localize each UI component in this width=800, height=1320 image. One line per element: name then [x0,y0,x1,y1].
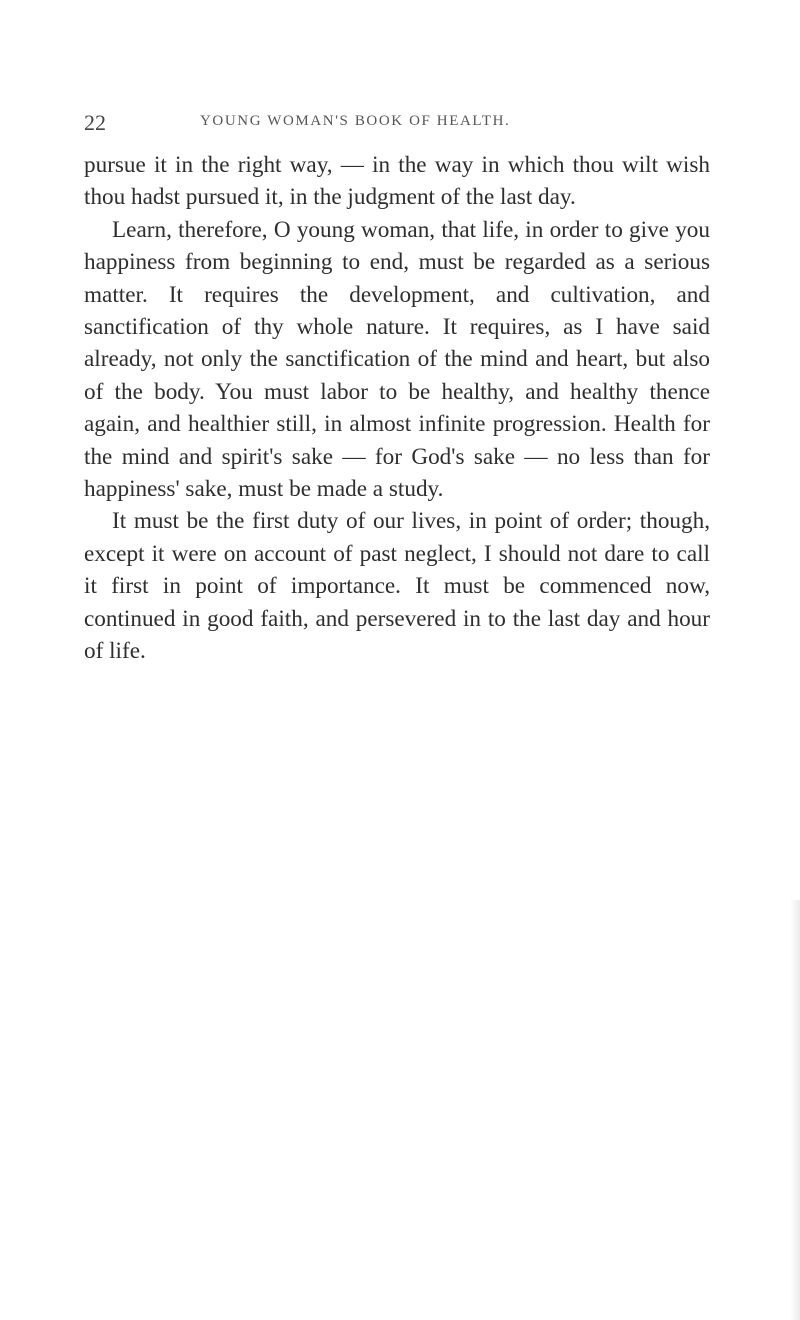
page-edge-shadow [790,900,800,1320]
body-text [84,149,710,668]
paragraph: It must be the first duty of our lives, in point of order; though, except it were on account of past neglect, I should not dare to call it first in point of importance. It must be commenced now, continued in good faith, and persevered in to the last day and hour of life. [84,508,710,665]
paragraph: Learn, therefore, O young woman, that life, in order to give you happiness from beginning to end, must be regarded as a serious matter. It requires the development, and cultivation, and sanctification of thy whole nature. It requires, as I have said already, not only the sanctification of the mind and heart, but also of the body. You must labor to be healthy, and healthy thence again, and healthier still, in almost infinite progression. Health for the mind and spirit's sake — for God's sake — no less than for happiness' sake, must be made a study. [84,216,710,503]
page-number: 22 [84,110,106,135]
paragraph-continuation: pursue it in the right way, — in the way in which thou wilt wish thou hadst pursued it, in the judgment of the last day. [84,152,710,211]
running-head [84,110,724,140]
running-title: YOUNG WOMAN'S BOOK OF HEALTH. [200,113,511,129]
